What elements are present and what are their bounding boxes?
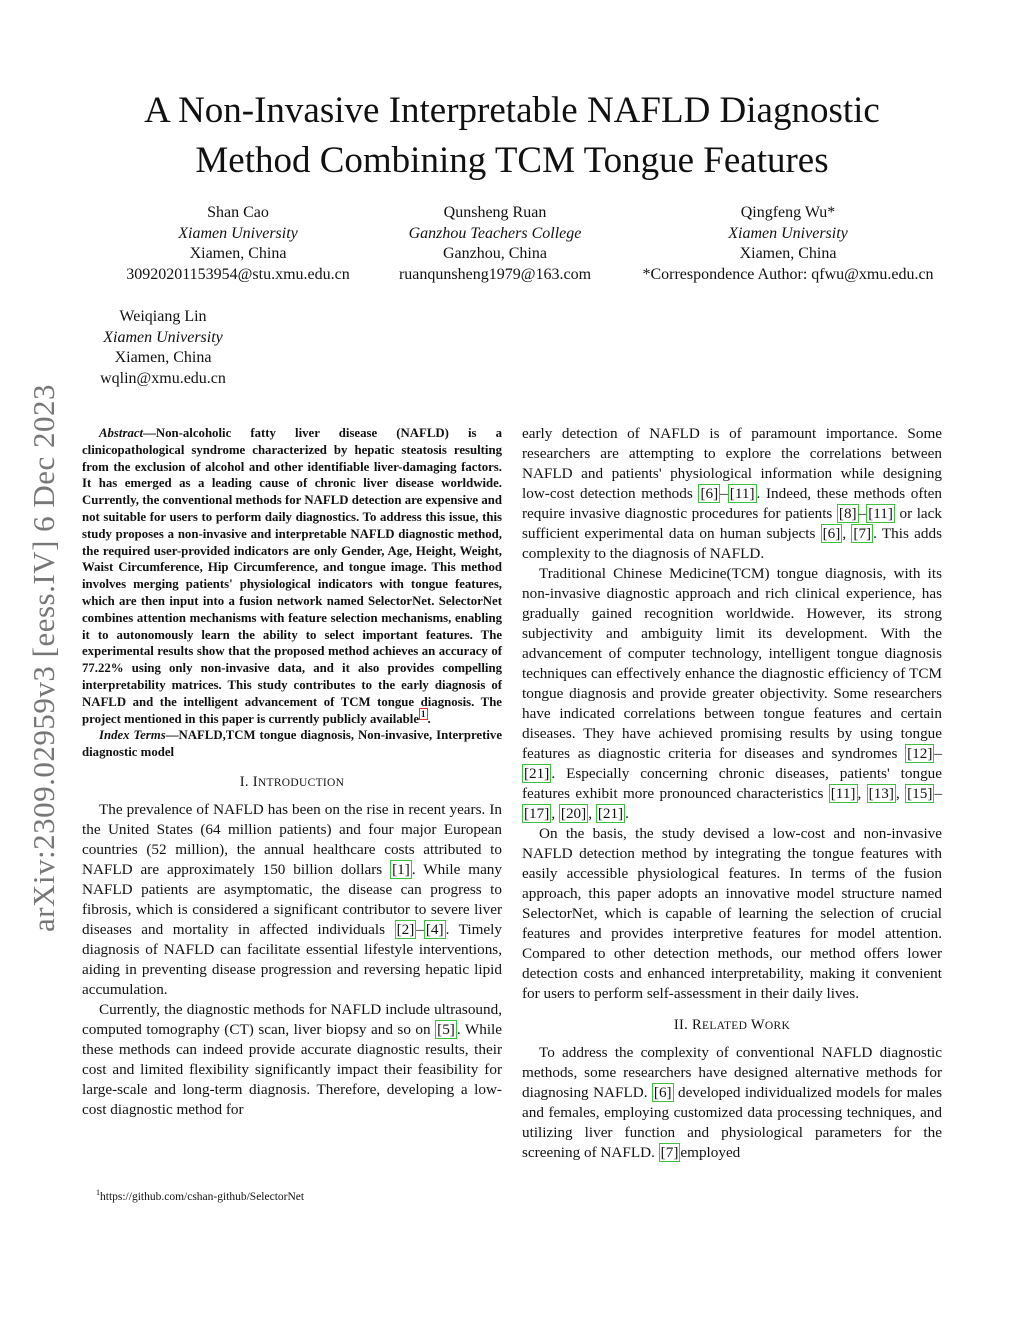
author-name: Qingfeng Wu* xyxy=(740,204,836,221)
author-block-2 xyxy=(375,203,615,285)
author-block-4 xyxy=(78,307,248,389)
right-paragraph-2: Traditional Chinese Medicine(TCM) tongue diagnosis, with its non-invasive diagnostic approach and rich clinical experience, has gradually gained recognition worldwide. However, its strong subjectivity and ambiguity limit its development. With the advancement of computer technology, intelligent tongue diagnosis techniques can effectively enhance the diagnostic efficiency of TCM tongue diagnosis and provide greater objectivity. Some researchers have indicated correlations between tongue features and certain diseases. They have achieved promising results by using tongue features as diagnostic criteria for diseases and syndromes [12] –[21] . Especially concerning chronic diseases, patients' tongue features exhibit more pronounced characteristics [11] , [13] , [15] –[17] , [20] , [21] . xyxy=(522,565,943,822)
citation-link[interactable]: [6] xyxy=(822,525,841,542)
title-line-2: Method Combining TCM Tongue Features xyxy=(195,140,829,181)
citation-link[interactable]: [6] xyxy=(653,1084,672,1101)
section-heading-related-work: II. RELATED WORK xyxy=(673,1017,791,1033)
index-terms-label: Index Terms xyxy=(99,728,166,743)
author-name: Shan Cao xyxy=(207,204,269,221)
citation-link[interactable]: [7] xyxy=(660,1144,679,1161)
footnote: $^1$https://github.com/cshan-github/SelectorNet xyxy=(96,1188,305,1203)
citation-link[interactable]: [6] xyxy=(700,485,719,502)
footnote-link[interactable]: 1 xyxy=(421,709,426,720)
citation-link[interactable]: [5] xyxy=(437,1020,455,1038)
footnote-url[interactable]: https://github.com/cshan-github/SelectorNet xyxy=(100,1190,305,1203)
author-email: 30920201153954@stu.xmu.edu.cn xyxy=(126,265,350,283)
abstract-text: —Non-alcoholic fatty liver disease (NAFLD) is a clinicopathological syndrome characterized by hepatic steatosis resulting from the exclusion of alcohol and other identifiable liver-damaging factors. It has emerged as a leading cause of chronic liver disease worldwide. Currently, the conventional methods for NAFLD detection are expensive and not suitable for users to perform daily diagnostics. To address this issue, this study proposes a non-invasive and interpretable NAFLD diagnostic method, the required user-provided indicators are only Gender, Age, Height, Weight, Waist Circumference, Hip Circumference, and tongue image. This method involves merging patients' physiological indicators with tongue features, which are then input into a fusion network named SelectorNet. SelectorNet combines attention mechanisms with feature selection mechanisms, enabling it to autonomously learn the ability to select important features. The experimental results show that the proposed method achieves an accuracy of 77.22% using only non-invasive data, and it also provides compelling interpretability matrices. This study contributes to the early diagnosis of NAFLD and the intelligent advancement of TCM tongue diagnosis. The project mentioned in this paper is currently publicly available xyxy=(82,426,502,726)
citation-link[interactable]: [17] xyxy=(524,805,550,822)
author-affiliation: Xiamen University xyxy=(103,328,223,346)
author-affiliation: Ganzhou Teachers College xyxy=(408,224,582,242)
citation-link[interactable]: [15] xyxy=(907,785,933,802)
author-email: ruanqunsheng1979@163.com xyxy=(398,265,592,283)
abstract: Abstract—Non-alcoholic fatty liver disease (NAFLD) is a clinicopathological syndrome characterized by hepatic steatosis resulting from the exclusion of alcohol and other identifiable liver-damaging factors. It has emerged as a leading cause of chronic liver disease worldwide. Currently, the conventional methods for NAFLD detection are expensive and not suitable for users to perform daily diagnostics. To address this issue, this study proposes a non-invasive and interpretable NAFLD diagnostic method, the required user-provided indicators are only Gender, Age, Height, Weight, Waist Circumference, Hip Circumference, and tongue image. This method involves merging patients' physiological indicators with tongue features, which are then input into a fusion network named SelectorNet. SelectorNet combines attention mechanisms with feature selection mechanisms, enabling it to autonomously learn the ability to select important features. The experimental results show that the proposed method achieves an accuracy of 77.22% using only non-invasive data, and it also provides compelling interpretability matrices. This study contributes to the early diagnosis of NAFLD and the intelligent advancement of TCM tongue diagnosis. The project mentioned in this paper is currently publicly available $^1$ . Index Terms—NAFLD,TCM tongue diagnosis, Non-invasive, Interpretive diagnostic model xyxy=(82,426,502,760)
citation-link[interactable]: [8] xyxy=(838,505,857,522)
author-name: Qunsheng Ruan xyxy=(443,204,547,221)
right-paragraph-3: On the basis, the study devised a low-cost and non-invasive NAFLD detection method by integrating the tongue features with easily accessible physiological features. In terms of the fusion approach, this paper adopts an innovative model structure named SelectorNet, which is capable of learning the selection of crucial features and provides interpretive features for model attention. Compared to other detection methods, our method offers lower detection costs and enhanced interpretability, making it convenient for users to perform self-assessment in their daily lives. xyxy=(522,825,942,1002)
author-email: *Correspondence Author: qfwu@xmu.edu.cn xyxy=(642,265,934,283)
arxiv-stamp: arXiv:2309.02959v3 [eess.IV] 6 Dec 2023 xyxy=(26,383,61,933)
author-location: Xiamen, China xyxy=(114,349,212,366)
author-block-1 xyxy=(108,203,368,285)
author-location: Xiamen, China xyxy=(189,245,287,262)
citation-link[interactable]: [11] xyxy=(729,485,755,502)
title-line-1: A Non-Invasive Interpretable NAFLD Diagnostic xyxy=(144,90,880,131)
citation-link[interactable]: [13] xyxy=(868,785,894,802)
author-email: wqlin@xmu.edu.cn xyxy=(100,369,226,387)
section-heading-introduction: I. INTRODUCTION xyxy=(239,773,345,790)
citation-link[interactable]: [21] xyxy=(524,765,550,782)
abstract-label: Abstract xyxy=(99,426,144,440)
left-column xyxy=(82,425,502,1120)
paper-title xyxy=(90,86,934,186)
citation-link[interactable]: [21] xyxy=(597,805,624,822)
citation-link[interactable]: [12] xyxy=(907,745,933,762)
right-paragraph-1: early detection of NAFLD is of paramount importance. Some researchers are attempting to explore the correlations between NAFLD and patients' physiological information while designing low-cost detection methods [6] – [11] . Indeed, these methods often require invasive diagnostic procedures for patients [8] – [11] or lack sufficient experimental data on human subjects [6] , [7] . This adds complexity to the diagnosis of NAFLD. xyxy=(522,425,942,562)
author-location: Xiamen, China xyxy=(739,245,837,262)
intro-paragraph-2: Currently, the diagnostic methods for NAFLD include ultrasound, computed tomography (CT) scan, liver biopsy and so on [5] . While these methods can indeed provide accurate diagnostic results, their cost and limited flexibility significantly impact their feasibility for large-scale and long-term diagnosis. Therefore, developing a low-cost diagnostic method for xyxy=(82,1000,502,1118)
citation-link[interactable]: [2] xyxy=(396,920,415,938)
citation-link[interactable]: [1] xyxy=(392,860,410,878)
citation-link[interactable]: [11] xyxy=(830,785,856,802)
intro-paragraph-1: The prevalence of NAFLD has been on the rise in recent years. In the United States (64 million patients) and four major European countries (52 million), the annual healthcare costs attributed to NAFLD are approximately 150 billion dollars [1] . While many NAFLD patients are asymptomatic, the disease can progress to fibrosis, which is considered a significant contributor to severe liver diseases and mortality in affected individuals [2] – [4] . Timely diagnosis of NAFLD can facilitate essential lifestyle interventions, aiding in preventing disease progression and reversing hepatic lipid accumulation. xyxy=(82,800,502,998)
author-name: Weiqiang Lin xyxy=(119,308,207,325)
citation-link[interactable]: [11] xyxy=(868,505,893,522)
right-column xyxy=(522,424,942,1163)
citation-link[interactable]: [20] xyxy=(560,805,587,822)
author-block-3 xyxy=(628,203,948,285)
citation-link[interactable]: [4] xyxy=(425,920,444,938)
author-affiliation: Xiamen University xyxy=(728,224,848,242)
author-location: Ganzhou, China xyxy=(443,245,547,262)
author-affiliation: Xiamen University xyxy=(178,224,298,242)
citation-link[interactable]: [7] xyxy=(853,525,872,542)
index-terms-text: —NAFLD,TCM tongue diagnosis, Non-invasive, Interpretive diagnostic model xyxy=(82,728,502,760)
related-work-paragraph-1: To address the complexity of conventional NAFLD diagnostic methods, some researchers have designed alternative methods for diagnosing NAFLD. [6] developed individualized models for males and females, employing customized data processing techniques, and utilizing liver function and physiological parameters for the screening of NAFLD. [7] employed xyxy=(522,1044,942,1161)
